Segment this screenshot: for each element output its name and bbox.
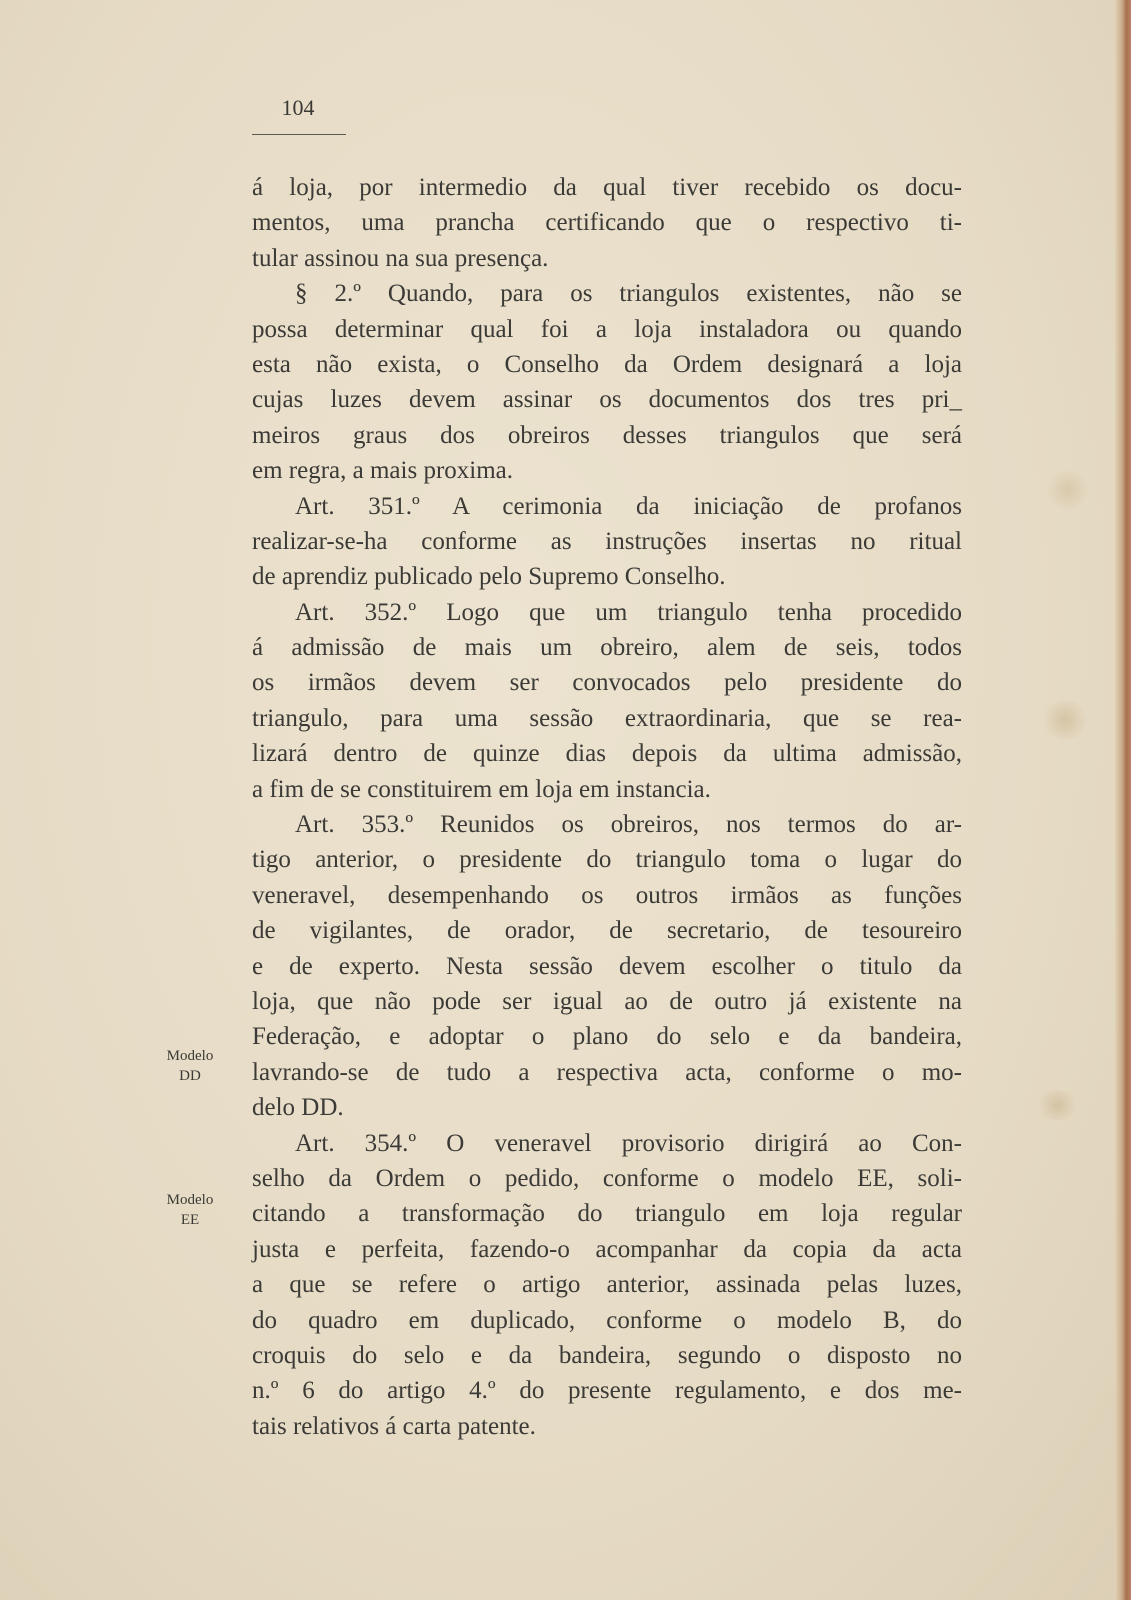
margin-note-code: EE	[180, 1212, 200, 1228]
text-line: lavrando-se de tudo a respectiva acta, conforme o mo-	[252, 1058, 962, 1086]
text-line: citando a transformação do triangulo em loja regular	[252, 1200, 962, 1228]
margin-note-word: Modelo	[166, 1192, 214, 1208]
text-line: á admissão de mais um obreiro, alem de seis, todos	[252, 634, 962, 662]
margin-note-model-ee	[150, 1190, 230, 1230]
text-line: cujas luzes devem assinar os documentos dos tres pri_	[252, 386, 962, 414]
text-line: Art. 351.º A cerimonia da iniciação de profanos	[295, 492, 962, 520]
text-line: do quadro em duplicado, conforme o modelo B, do	[252, 1306, 962, 1334]
text-line: á loja, por intermedio da qual tiver recebido os docu-	[252, 174, 962, 201]
text-line: tais relativos á carta patente.	[252, 1412, 536, 1440]
text-line: justa e perfeita, fazendo-o acompanhar da copia da acta	[252, 1235, 962, 1263]
text-line: Art. 352.º Logo que um triangulo tenha procedido	[295, 598, 962, 626]
margin-note-code: DD	[179, 1068, 201, 1084]
text-line: veneravel, desempenhando os outros irmãos as funções	[252, 881, 962, 909]
text-line: a que se refere o artigo anterior, assinada pelas luzes,	[252, 1271, 962, 1299]
text-line: a fim de se constituirem em loja em instancia.	[252, 775, 711, 803]
paper-stain	[1045, 470, 1090, 510]
text-lines	[252, 170, 962, 1444]
text-line: croquis do selo e da bandeira, segundo o disposto no	[252, 1341, 962, 1369]
page-number: 104	[281, 95, 315, 120]
text-line: selho da Ordem o pedido, conforme o modelo EE, soli-	[252, 1164, 962, 1192]
text-line: esta não exista, o Conselho da Ordem designará a loja	[252, 350, 962, 378]
text-line: em regra, a mais proxima.	[252, 457, 514, 485]
text-line: de vigilantes, de orador, de secretario, de tesoureiro	[252, 917, 962, 945]
paper-stain	[1035, 1090, 1080, 1120]
body-text	[252, 170, 962, 1444]
text-line: n.º 6 do artigo 4.º do presente regulamento, e dos me-	[252, 1377, 962, 1405]
text-line: tigo anterior, o presidente do triangulo toma o lugar do	[252, 846, 962, 874]
text-line: Federação, e adoptar o plano do selo e da bandeira,	[252, 1023, 962, 1051]
text-line: tular assinou na sua presença.	[252, 244, 549, 272]
text-line: os irmãos devem ser convocados pelo presidente do	[252, 669, 962, 697]
text-line: Art. 354.º O veneravel provisorio dirigirá ao Con-	[295, 1129, 962, 1157]
text-line: meiros graus dos obreiros desses triangulos que será	[252, 421, 962, 449]
paper-stain	[1040, 700, 1090, 740]
text-line: e de experto. Nesta sessão devem escolher o titulo da	[252, 952, 962, 980]
page-edge	[1115, 0, 1131, 1600]
text-line: § 2.º Quando, para os triangulos existentes, não se	[295, 280, 962, 308]
text-line: mentos, uma prancha certificando que o respectivo ti-	[252, 209, 962, 237]
text-line: possa determinar qual foi a loja instaladora ou quando	[252, 315, 962, 343]
text-line: triangulo, para uma sessão extraordinaria, que se rea-	[252, 704, 962, 732]
text-line: lizará dentro de quinze dias depois da ultima admissão,	[252, 740, 962, 768]
text-line: delo DD.	[252, 1094, 344, 1122]
margin-note-word: Modelo	[166, 1048, 214, 1064]
text-line: loja, que não pode ser igual ao de outro já existente na	[252, 987, 962, 1015]
header-rule	[252, 134, 346, 135]
text-line: realizar-se-ha conforme as instruções insertas no ritual	[252, 527, 962, 555]
margin-note-model-dd	[150, 1046, 230, 1086]
text-line: Art. 353.º Reunidos os obreiros, nos termos do ar-	[295, 811, 962, 839]
text-line: de aprendiz publicado pelo Supremo Conselho.	[252, 563, 726, 591]
